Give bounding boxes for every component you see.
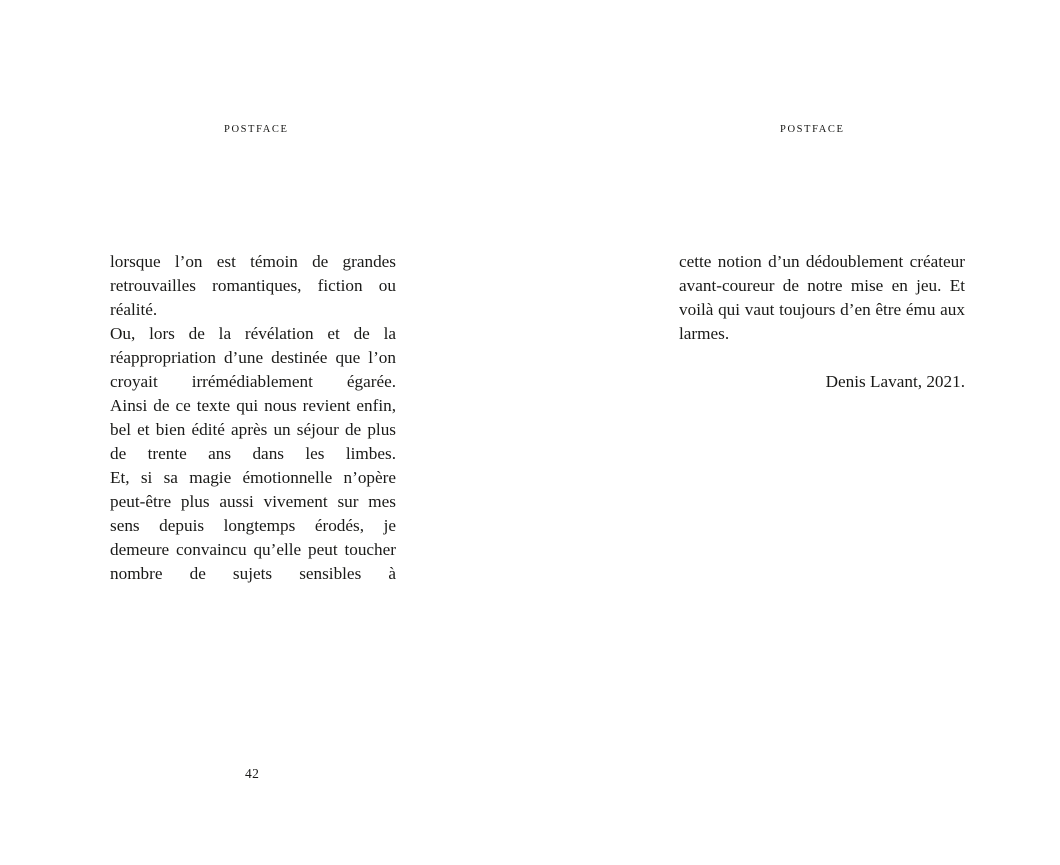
body-text-left	[110, 250, 396, 586]
body-text-right	[679, 250, 965, 394]
signature-line: Denis Lavant, 2021.	[825, 372, 965, 391]
paragraph: Ainsi de ce texte qui nous revient enfin, bel et bien édité après un séjour de plus de trente ans dans les limbes.	[110, 396, 396, 463]
folio-left: 42	[245, 766, 260, 781]
running-head-left: POSTFACE	[224, 124, 289, 135]
paragraph: Ou, lors de la révélation et de la réappropriation d’une destinée que l’on croyait irrémédiablement égarée.	[110, 324, 396, 391]
page-right	[530, 0, 1060, 865]
paragraph: lorsque l’on est témoin de grandes retrouvailles romantiques, fiction ou réalité.	[110, 252, 396, 319]
paragraph: cette notion d’un dédoublement créateur avant-coureur de notre mise en jeu. Et voilà qui vaut toujours d’en être ému aux larmes.	[679, 252, 965, 343]
paragraph: Et, si sa magie émotionnelle n’opère peut-être plus aussi vivement sur mes sens depuis longtemps érodés, je demeure convaincu qu’elle peut toucher nombre de sujets sensibles à	[110, 468, 396, 583]
running-head-right: POSTFACE	[780, 124, 845, 135]
